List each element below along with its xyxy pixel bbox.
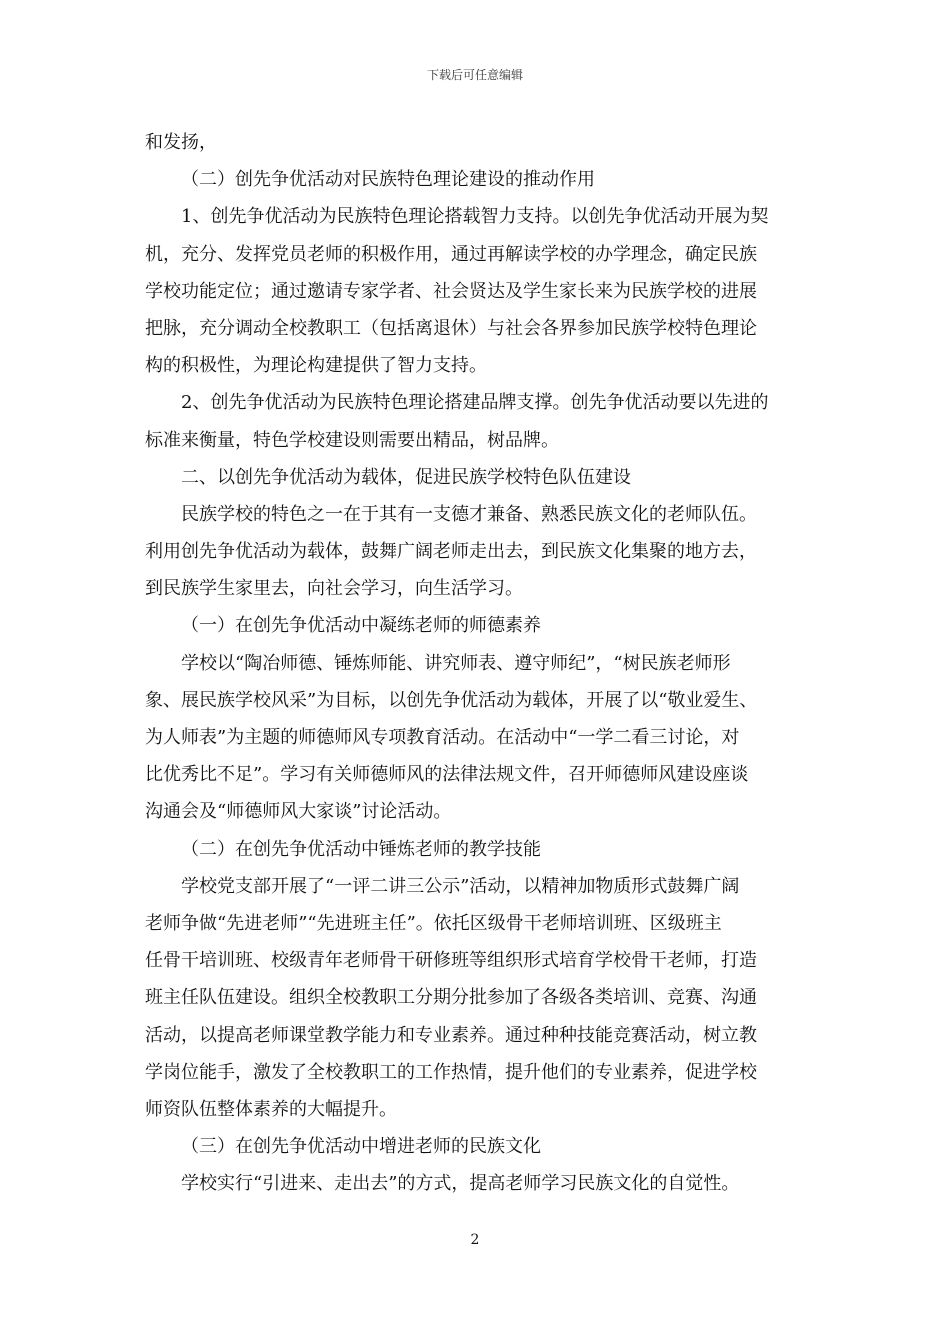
text-line: 标准来衡量，特色学校建设则需要出精品，树品牌。: [145, 429, 559, 451]
text-line: 沟通会及“师德师风大家谈”讨论活动。: [145, 801, 452, 823]
text-line: 构的积极性，为理论构建提供了智力支持。: [145, 355, 487, 377]
text-line: 和发扬，: [145, 132, 217, 153]
text-line: 师资队伍整体素养的大幅提升。: [145, 1098, 397, 1120]
text-line: 民族学校的特色之一在于其有一支德才兼备、熟悉民族文化的老师队伍。: [181, 503, 757, 525]
text-line: 学校实行“引进来、走出去”的方式，提高老师学习民族文化的自觉性。: [181, 1173, 740, 1195]
section-heading: （二）在创先争优活动中锤炼老师的教学技能: [181, 838, 541, 860]
text-line: 1、创先争优活动为民族特色理论搭载智力支持。以创先争优活动开展为契: [181, 206, 769, 228]
text-line: 老师争做“先进老师”“先进班主任”。依托区级骨干老师培训班、区级班主: [145, 912, 722, 934]
section-heading: 二、以创先争优活动为载体，促进民族学校特色队伍建设: [181, 466, 631, 488]
document-body: [145, 124, 810, 1202]
text-line: 学校党支部开展了“一评二讲三公示”活动，以精神加物质形式鼓舞广阔: [181, 875, 740, 897]
page-number: 2: [470, 1232, 480, 1248]
text-line: 到民族学生家里去，向社会学习，向生活学习。: [145, 578, 523, 600]
text-line: 班主任队伍建设。组织全校教职工分期分批参加了各级各类培训、竞赛、沟通: [145, 987, 757, 1009]
text-line: 学校以“陶冶师德、锤炼师能、讲究师表、遵守师纪”，“树民族老师形: [181, 652, 731, 674]
text-line: 机，充分、发挥党员老师的积极作用，通过再解读学校的办学理念，确定民族: [145, 243, 757, 265]
page-header: 下载后可任意编辑: [426, 68, 523, 82]
text-line: 学岗位能手，激发了全校教职工的工作热情，提升他们的专业素养，促进学校: [145, 1061, 757, 1083]
text-line: 为人师表”为主题的师德师风专项教育活动。在活动中“一学二看三讨论，对: [145, 727, 740, 748]
text-line: 活动，以提高老师课堂教学能力和专业素养。通过种种技能竞赛活动，树立教: [145, 1024, 757, 1046]
text-line: 象、展民族学校风采”为目标，以创先争优活动为载体，开展了以“敬业爱生、: [145, 689, 758, 711]
text-line: 比优秀比不足”。学习有关师德师风的法律法规文件，召开师德师风建设座谈: [145, 764, 749, 786]
text-line: 2、创先争优活动为民族特色理论搭建品牌支撑。创先争优活动要以先进的: [181, 392, 769, 414]
text-line: 任骨干培训班、校级青年老师骨干研修班等组织形式培育学校骨干老师，打造: [145, 950, 757, 972]
text-line: 学校功能定位；通过邀请专家学者、社会贤达及学生家长来为民族学校的进展: [145, 280, 757, 302]
section-heading: （三）在创先争优活动中增进老师的民族文化: [181, 1136, 541, 1158]
text-line: 把脉，充分调动全校教职工（包括离退休）与社会各界参加民族学校特色理论: [145, 317, 757, 339]
section-heading: （二）创先争优活动对民族特色理论建设的推动作用: [181, 169, 595, 191]
section-heading: （一）在创先争优活动中凝练老师的师德素养: [181, 615, 541, 637]
text-line: 利用创先争优活动为载体，鼓舞广阔老师走出去，到民族文化集聚的地方去，: [145, 541, 757, 563]
